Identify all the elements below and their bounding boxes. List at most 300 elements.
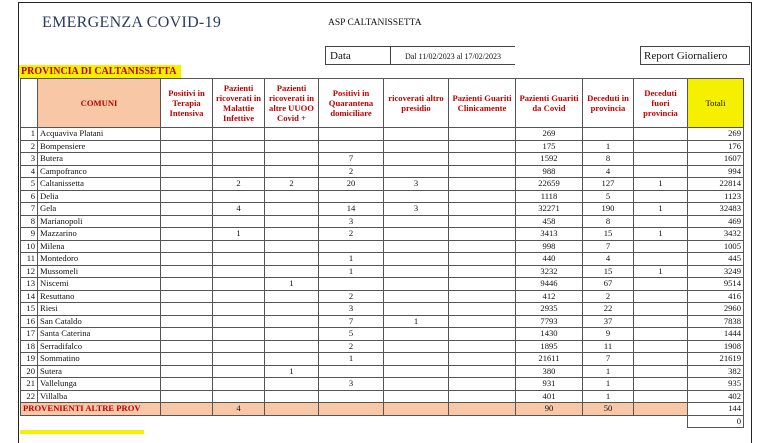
cell-c3: 2	[265, 178, 319, 191]
cell-total: 1123	[688, 190, 744, 203]
cell-total: 469	[688, 215, 744, 228]
prov-cell-c8: 50	[583, 403, 634, 416]
cell-c4: 3	[319, 215, 384, 228]
cell-c1	[161, 353, 213, 366]
comune-name: Milena	[38, 240, 161, 253]
cell-c9	[634, 215, 688, 228]
cell-c4	[319, 278, 384, 291]
cell-c3	[265, 190, 319, 203]
cell-c2	[213, 278, 265, 291]
cell-total: 1005	[688, 240, 744, 253]
cell-c4: 2	[319, 228, 384, 241]
cell-c6	[449, 390, 516, 403]
cell-c5	[384, 240, 449, 253]
data-label: Data	[325, 46, 391, 65]
comune-name: Bompensiere	[38, 140, 161, 153]
cell-c7: 3232	[516, 265, 583, 278]
cell-c4	[319, 190, 384, 203]
cell-c5	[384, 165, 449, 178]
cell-c4: 1	[319, 265, 384, 278]
cell-c9	[634, 240, 688, 253]
cell-c4: 2	[319, 165, 384, 178]
cell-c3	[265, 203, 319, 216]
cell-c2	[213, 303, 265, 316]
cell-c4: 14	[319, 203, 384, 216]
cell-c3	[265, 353, 319, 366]
cell-c5	[384, 278, 449, 291]
cell-c7: 21611	[516, 353, 583, 366]
cell-c3: 1	[265, 278, 319, 291]
cell-c2	[213, 165, 265, 178]
cell-c4: 3	[319, 303, 384, 316]
cell-c8: 4	[583, 253, 634, 266]
asp-label: ASP CALTANISSETTA	[328, 18, 422, 28]
cell-c2: 2	[213, 178, 265, 191]
cell-c2	[213, 128, 265, 141]
row-number: 9	[21, 228, 38, 241]
comune-name: Gela	[38, 203, 161, 216]
comune-name: Resuttano	[38, 290, 161, 303]
prov-cell-c6	[449, 403, 516, 416]
cell-total: 9514	[688, 278, 744, 291]
cell-c6	[449, 153, 516, 166]
cell-c9	[634, 340, 688, 353]
cell-c4: 3	[319, 378, 384, 391]
provenienti-label: PROVENIENTI ALTRE PROV	[21, 403, 161, 416]
prov-cell-c2: 4	[213, 403, 265, 416]
header-c5: ricoverati altro presidio	[384, 79, 449, 128]
cell-c3	[265, 390, 319, 403]
cell-c7: 412	[516, 290, 583, 303]
table-row	[21, 215, 744, 228]
cell-c1	[161, 190, 213, 203]
table-row	[21, 315, 744, 328]
comune-name: Mazzarino	[38, 228, 161, 241]
table-row	[21, 365, 744, 378]
cell-c2: 1	[213, 228, 265, 241]
cell-c2	[213, 140, 265, 153]
cell-c5	[384, 128, 449, 141]
cell-c9	[634, 153, 688, 166]
table-row	[21, 240, 744, 253]
cell-c5	[384, 265, 449, 278]
extra-total: 0	[688, 415, 744, 428]
cell-c7: 440	[516, 253, 583, 266]
cell-total: 21619	[688, 353, 744, 366]
comune-name: Butera	[38, 153, 161, 166]
row-number: 8	[21, 215, 38, 228]
cell-total: 176	[688, 140, 744, 153]
cell-c4	[319, 140, 384, 153]
cell-c7: 988	[516, 165, 583, 178]
cell-c9	[634, 290, 688, 303]
cell-total: 935	[688, 378, 744, 391]
cell-c4	[319, 365, 384, 378]
row-number: 4	[21, 165, 38, 178]
cell-c9: 1	[634, 178, 688, 191]
cell-c2	[213, 390, 265, 403]
cell-c8: 9	[583, 328, 634, 341]
cell-c6	[449, 253, 516, 266]
cell-c8: 7	[583, 353, 634, 366]
cell-c3	[265, 128, 319, 141]
cell-c5	[384, 390, 449, 403]
province-label: PROVINCIA DI CALTANISSETTA	[19, 65, 181, 78]
cell-c4: 2	[319, 340, 384, 353]
header-number	[21, 79, 38, 128]
cell-c9	[634, 278, 688, 291]
cell-c2	[213, 340, 265, 353]
header-c9: Deceduti fuori provincia	[634, 79, 688, 128]
header-c6: Pazienti Guariti Clinicamente	[449, 79, 516, 128]
date-range: Dal 11/02/2023 al 17/02/2023	[391, 46, 515, 65]
row-number: 16	[21, 315, 38, 328]
comune-name: Villalba	[38, 390, 161, 403]
table-row	[21, 340, 744, 353]
comune-name: Vallelunga	[38, 378, 161, 391]
cell-c4: 2	[319, 290, 384, 303]
cell-c5	[384, 215, 449, 228]
row-number: 21	[21, 378, 38, 391]
cell-c8: 11	[583, 340, 634, 353]
cell-c7: 22659	[516, 178, 583, 191]
cell-c8: 5	[583, 190, 634, 203]
cell-c1	[161, 315, 213, 328]
cell-c1	[161, 328, 213, 341]
cell-c6	[449, 265, 516, 278]
cell-c2	[213, 240, 265, 253]
cell-c3	[265, 165, 319, 178]
cell-c6	[449, 165, 516, 178]
comune-name: Santa Caterina	[38, 328, 161, 341]
cell-c7: 931	[516, 378, 583, 391]
cell-c1	[161, 390, 213, 403]
cell-c9	[634, 353, 688, 366]
cell-c3	[265, 153, 319, 166]
cell-c2	[213, 378, 265, 391]
table-row	[21, 253, 744, 266]
cell-c8: 2	[583, 290, 634, 303]
row-number: 12	[21, 265, 38, 278]
cell-c8: 22	[583, 303, 634, 316]
row-number: 18	[21, 340, 38, 353]
cell-c7: 1895	[516, 340, 583, 353]
cell-c1	[161, 303, 213, 316]
cell-c6	[449, 240, 516, 253]
cell-c3	[265, 315, 319, 328]
header-c4: Positivi in Quarantena domiciliare	[319, 79, 384, 128]
cell-c6	[449, 278, 516, 291]
cell-c8: 127	[583, 178, 634, 191]
row-number: 11	[21, 253, 38, 266]
cell-c6	[449, 215, 516, 228]
cell-c7: 1430	[516, 328, 583, 341]
cell-c1	[161, 253, 213, 266]
cell-c5	[384, 328, 449, 341]
cell-c1	[161, 215, 213, 228]
cell-c9	[634, 328, 688, 341]
cell-c6	[449, 365, 516, 378]
row-number: 10	[21, 240, 38, 253]
comune-name: Campofranco	[38, 165, 161, 178]
cell-c1	[161, 278, 213, 291]
prov-cell-c5	[384, 403, 449, 416]
cell-c5: 3	[384, 178, 449, 191]
cell-c8: 15	[583, 228, 634, 241]
cell-c7: 32271	[516, 203, 583, 216]
cell-c7: 1592	[516, 153, 583, 166]
cell-c3	[265, 140, 319, 153]
row-number: 7	[21, 203, 38, 216]
comune-name: Caltanissetta	[38, 178, 161, 191]
table-row	[21, 290, 744, 303]
comune-name: Riesi	[38, 303, 161, 316]
comune-name: Sommatino	[38, 353, 161, 366]
comune-name: Acquaviva Platani	[38, 128, 161, 141]
row-number: 1	[21, 128, 38, 141]
cell-c6	[449, 303, 516, 316]
comune-name: San Cataldo	[38, 315, 161, 328]
cell-c2	[213, 253, 265, 266]
cell-c6	[449, 140, 516, 153]
cell-c1	[161, 140, 213, 153]
prov-cell-c4	[319, 403, 384, 416]
row-number: 3	[21, 153, 38, 166]
table-row	[21, 153, 744, 166]
cell-c8: 190	[583, 203, 634, 216]
prov-cell-c9	[634, 403, 688, 416]
cell-c6	[449, 378, 516, 391]
table-row	[21, 265, 744, 278]
cell-c3	[265, 328, 319, 341]
cell-c8: 1	[583, 390, 634, 403]
cell-c1	[161, 340, 213, 353]
table-header	[21, 79, 744, 128]
cell-c5	[384, 228, 449, 241]
cell-c2	[213, 265, 265, 278]
cell-c6	[449, 128, 516, 141]
row-number: 6	[21, 190, 38, 203]
table-row	[21, 278, 744, 291]
cell-c8: 37	[583, 315, 634, 328]
cell-c1	[161, 265, 213, 278]
header-comuni: COMUNI	[38, 79, 161, 128]
report-label: Report Giornaliero	[640, 46, 750, 65]
prov-cell-c1	[161, 403, 213, 416]
cell-c2	[213, 315, 265, 328]
cell-c3: 1	[265, 365, 319, 378]
cell-c9	[634, 190, 688, 203]
cell-c7: 7793	[516, 315, 583, 328]
cell-c7: 380	[516, 365, 583, 378]
row-number: 20	[21, 365, 38, 378]
prov-cell-c7: 90	[516, 403, 583, 416]
row-number: 2	[21, 140, 38, 153]
prov-cell-c3	[265, 403, 319, 416]
cell-c5	[384, 253, 449, 266]
cell-c3	[265, 303, 319, 316]
cell-c9: 1	[634, 228, 688, 241]
cell-c7: 998	[516, 240, 583, 253]
cell-total: 7838	[688, 315, 744, 328]
cell-c9	[634, 303, 688, 316]
cell-c8: 8	[583, 153, 634, 166]
table-row	[21, 228, 744, 241]
table-row	[21, 303, 744, 316]
cell-c2	[213, 353, 265, 366]
table-row	[21, 190, 744, 203]
cell-c5	[384, 353, 449, 366]
cell-c1	[161, 165, 213, 178]
cell-c4	[319, 240, 384, 253]
table-row	[21, 128, 744, 141]
cell-c9	[634, 140, 688, 153]
cell-c1	[161, 240, 213, 253]
cell-c4: 7	[319, 315, 384, 328]
cell-c5	[384, 340, 449, 353]
cell-c7: 3413	[516, 228, 583, 241]
cell-c9	[634, 165, 688, 178]
provenienti-total: 144	[688, 403, 744, 416]
cell-c8: 15	[583, 265, 634, 278]
cell-c8	[583, 128, 634, 141]
cell-c4: 20	[319, 178, 384, 191]
cell-c6	[449, 353, 516, 366]
cell-c1	[161, 203, 213, 216]
cell-c1	[161, 290, 213, 303]
row-number: 5	[21, 178, 38, 191]
cell-c6	[449, 290, 516, 303]
cell-c5	[384, 303, 449, 316]
cell-c3	[265, 290, 319, 303]
comune-name: Serradifalco	[38, 340, 161, 353]
table-row	[21, 328, 744, 341]
cell-c9	[634, 253, 688, 266]
cell-c3	[265, 265, 319, 278]
cell-c9	[634, 315, 688, 328]
row-number: 17	[21, 328, 38, 341]
cell-c9: 1	[634, 203, 688, 216]
cell-c6	[449, 228, 516, 241]
cell-c5	[384, 190, 449, 203]
header-c3: Pazienti ricoverati in altre UUOO Covid +	[265, 79, 319, 128]
cell-c1	[161, 178, 213, 191]
cell-c5	[384, 365, 449, 378]
cell-c8: 4	[583, 165, 634, 178]
cell-c1	[161, 153, 213, 166]
cell-c4: 1	[319, 253, 384, 266]
cell-c3	[265, 240, 319, 253]
header-c7: Pazienti Guariti da Covid	[516, 79, 583, 128]
bottom-highlight	[20, 430, 144, 434]
cell-total: 416	[688, 290, 744, 303]
cell-c5	[384, 140, 449, 153]
cell-c4	[319, 390, 384, 403]
cell-total: 2960	[688, 303, 744, 316]
row-number: 13	[21, 278, 38, 291]
cell-c6	[449, 340, 516, 353]
cell-c5: 1	[384, 315, 449, 328]
cell-c5: 3	[384, 203, 449, 216]
cell-c1	[161, 378, 213, 391]
comune-name: Niscemi	[38, 278, 161, 291]
cell-c3	[265, 228, 319, 241]
header-c1: Positivi in Terapia Intensiva	[161, 79, 213, 128]
cell-total: 3249	[688, 265, 744, 278]
comune-name: Montedoro	[38, 253, 161, 266]
cell-c3	[265, 378, 319, 391]
cell-total: 1444	[688, 328, 744, 341]
cell-c9: 1	[634, 265, 688, 278]
row-number: 15	[21, 303, 38, 316]
cell-c8: 67	[583, 278, 634, 291]
cell-c7: 9446	[516, 278, 583, 291]
cell-c7: 458	[516, 215, 583, 228]
cell-total: 994	[688, 165, 744, 178]
cell-c9	[634, 390, 688, 403]
cell-c7: 2935	[516, 303, 583, 316]
cell-c2	[213, 190, 265, 203]
header-c8: Deceduti in provincia	[583, 79, 634, 128]
cell-c2	[213, 290, 265, 303]
table-row	[21, 140, 744, 153]
cell-c7: 401	[516, 390, 583, 403]
cell-c8: 7	[583, 240, 634, 253]
cell-c6	[449, 328, 516, 341]
cell-c1	[161, 365, 213, 378]
table-row	[21, 353, 744, 366]
table-row	[21, 178, 744, 191]
cell-total: 402	[688, 390, 744, 403]
row-number: 14	[21, 290, 38, 303]
cell-c7: 175	[516, 140, 583, 153]
cell-c3	[265, 215, 319, 228]
cell-c9	[634, 365, 688, 378]
cell-total: 445	[688, 253, 744, 266]
table-row	[21, 378, 744, 391]
cell-c6	[449, 190, 516, 203]
cell-c4	[319, 128, 384, 141]
cell-total: 269	[688, 128, 744, 141]
cell-total: 1908	[688, 340, 744, 353]
cell-total: 32483	[688, 203, 744, 216]
cell-c9	[634, 378, 688, 391]
table-row	[21, 165, 744, 178]
cell-c2	[213, 215, 265, 228]
cell-c7: 269	[516, 128, 583, 141]
cell-c3	[265, 340, 319, 353]
cell-c8: 1	[583, 140, 634, 153]
row-number: 19	[21, 353, 38, 366]
cell-c5	[384, 378, 449, 391]
cell-total: 382	[688, 365, 744, 378]
cell-c2: 4	[213, 203, 265, 216]
cell-c2	[213, 328, 265, 341]
cell-total: 1607	[688, 153, 744, 166]
cell-c2	[213, 153, 265, 166]
provenienti-row	[21, 403, 744, 416]
comune-name: Mussomeli	[38, 265, 161, 278]
cell-total: 22814	[688, 178, 744, 191]
cell-c8: 1	[583, 378, 634, 391]
cell-c8: 1	[583, 365, 634, 378]
table-row	[21, 203, 744, 216]
covid-table	[20, 78, 744, 428]
cell-c7: 1118	[516, 190, 583, 203]
cell-c9	[634, 128, 688, 141]
cell-total: 3432	[688, 228, 744, 241]
cell-c5	[384, 153, 449, 166]
